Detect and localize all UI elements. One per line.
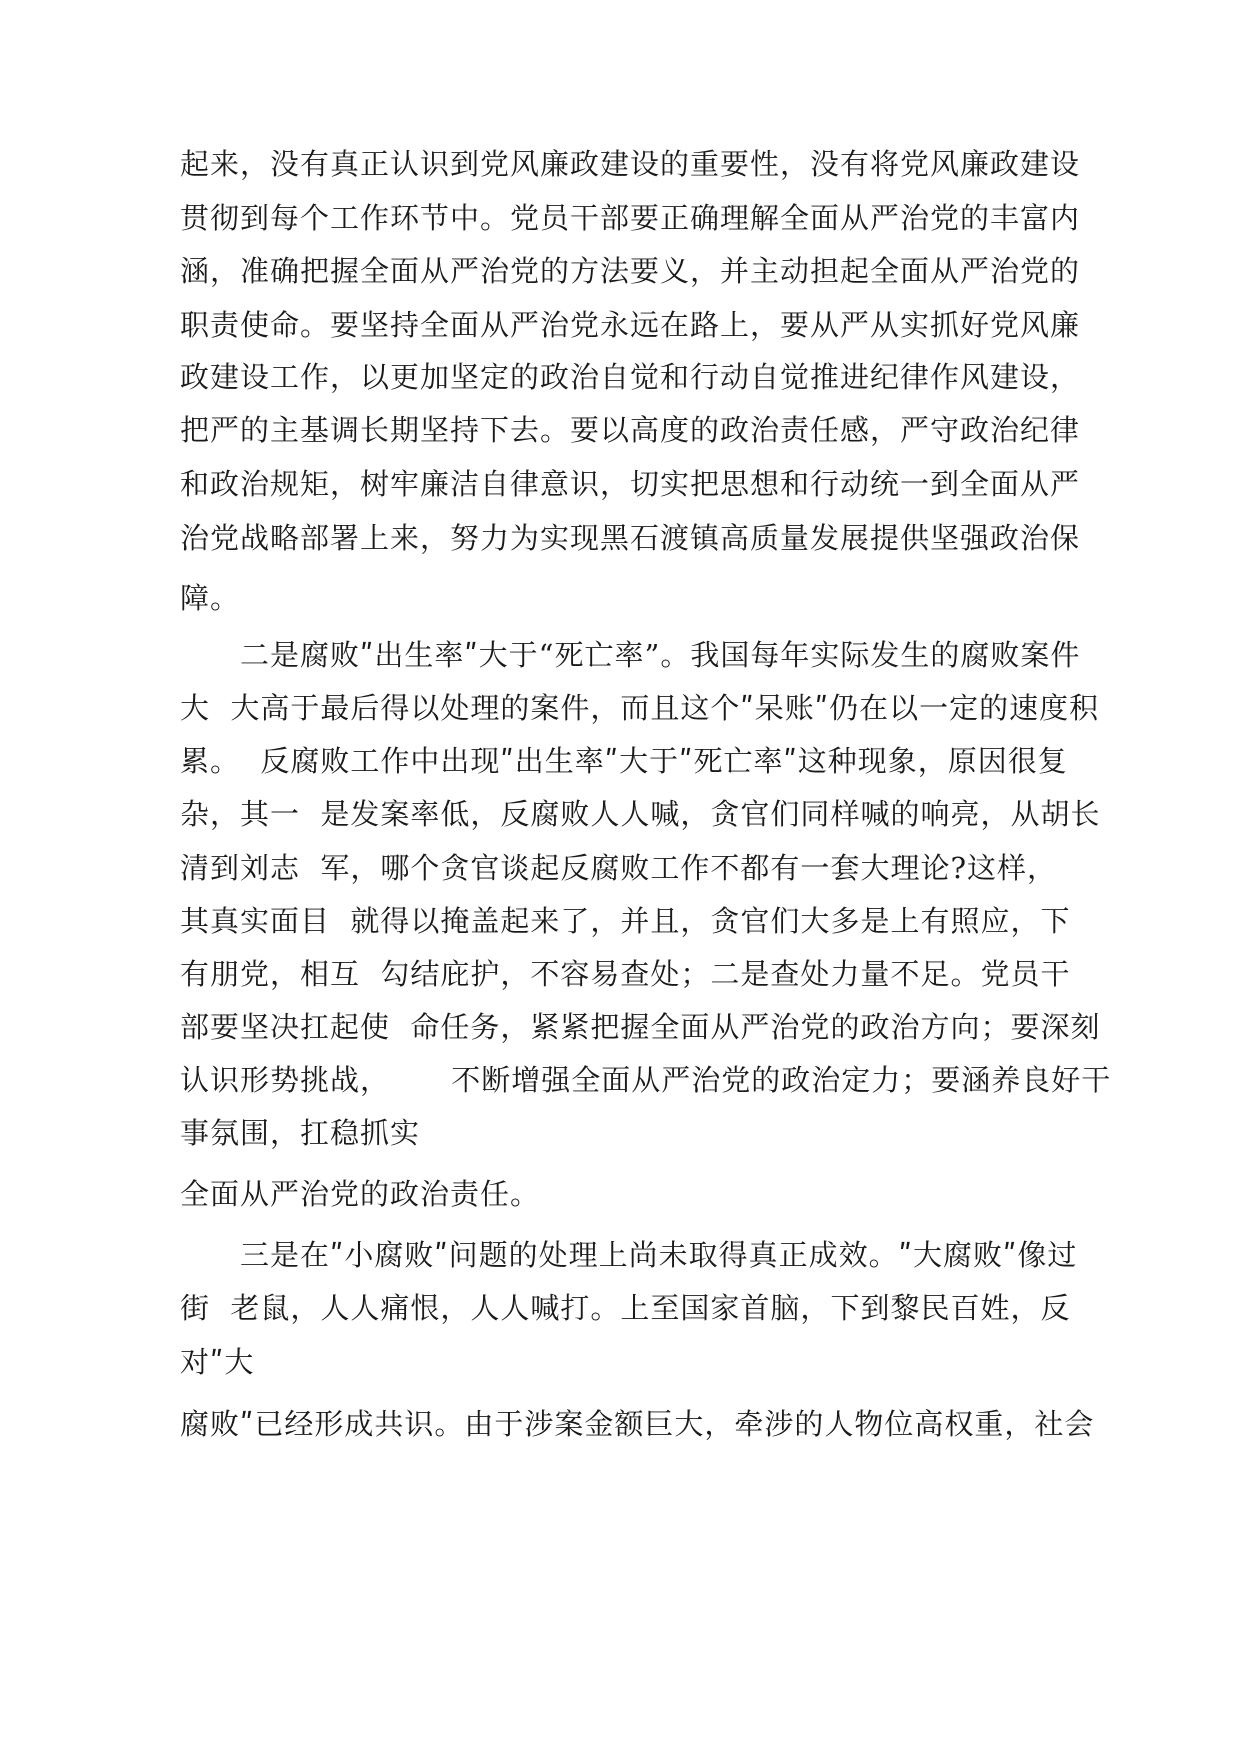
text-line: 事氛围，扛稳抓实 [180,1116,421,1150]
text-line: 起来，没有真正认识到党风廉政建设的重要性，没有将党风廉政建设 [180,147,1081,181]
text-line: 治党战略部署上来，努力为实现黑石渡镇高质量发展提供坚强政治保 [180,521,1081,555]
text-line: 涵，准确把握全面从严治党的方法要义，并主动担起全面从严治党的 [180,254,1081,288]
text-line: 和政治规矩，树牢廉洁自律意识，切实把思想和行动统一到全面从严 [180,467,1081,501]
text-line: 杂，其一 是发案率低，反腐败人人喊，贪官们同样喊的响亮，从胡长 [180,797,1101,831]
text-line: 有朋党，相互 勾结庇护，不容易查处；二是查处力量不足。党员干 [180,957,1071,991]
paragraph-first-line: 三是在ʺ小腐败ʺ问题的处理上尚未取得真正成效。ʺ大腐败ʺ像过 [240,1238,1078,1272]
text-line: 职责使命。要坚持全面从严治党永远在路上，要从严从实抓好党风廉 [180,308,1081,342]
text-line: 把严的主基调长期坚持下去。要以高度的政治责任感，严守政治纪律 [180,413,1081,447]
text-line: 其真实面目 就得以掩盖起来了，并且，贪官们大多是上有照应，下 [180,904,1071,938]
text-line: 清到刘志 军，哪个贪官谈起反腐败工作不都有一套大理论?这样， [180,851,1057,885]
paragraph-first-line: 二是腐败ʺ出生率ʺ大于“死亡率”。我国每年实际发生的腐败案件 [240,638,1081,672]
text-line: 政建设工作，以更加坚定的政治自觉和行动自觉推进纪律作风建设， [180,360,1081,394]
text-line: 贯彻到每个工作环节中。党员干部要正确理解全面从严治党的丰富内 [180,201,1081,235]
text-line: 认识形势挑战， 不断增强全面从严治党的政治定力；要涵养良好干 [180,1063,1112,1097]
text-line: 部要坚决扛起使 命任务，紧紧把握全面从严治党的政治方向；要深刻 [180,1010,1101,1044]
text-line: 腐败ʺ已经形成共识。由于涉案金额巨大，牵涉的人物位高权重，社会 [180,1407,1095,1441]
text-line: 障。 [180,581,241,615]
text-line: 对ʺ大 [180,1345,255,1379]
text-line: 全面从严治党的政治责任。 [180,1177,541,1211]
text-line: 累。 反腐败工作中出现ʺ出生率ʺ大于ʺ死亡率ʺ这种现象，原因很复 [180,744,1068,778]
text-line: 街 老鼠，人人痛恨，人人喊打。上至国家首脑，下到黎民百姓，反 [180,1291,1071,1325]
text-line: 大 大高于最后得以处理的案件，而且这个ʺ呆账ʺ仍在以一定的速度积 [180,691,1100,725]
